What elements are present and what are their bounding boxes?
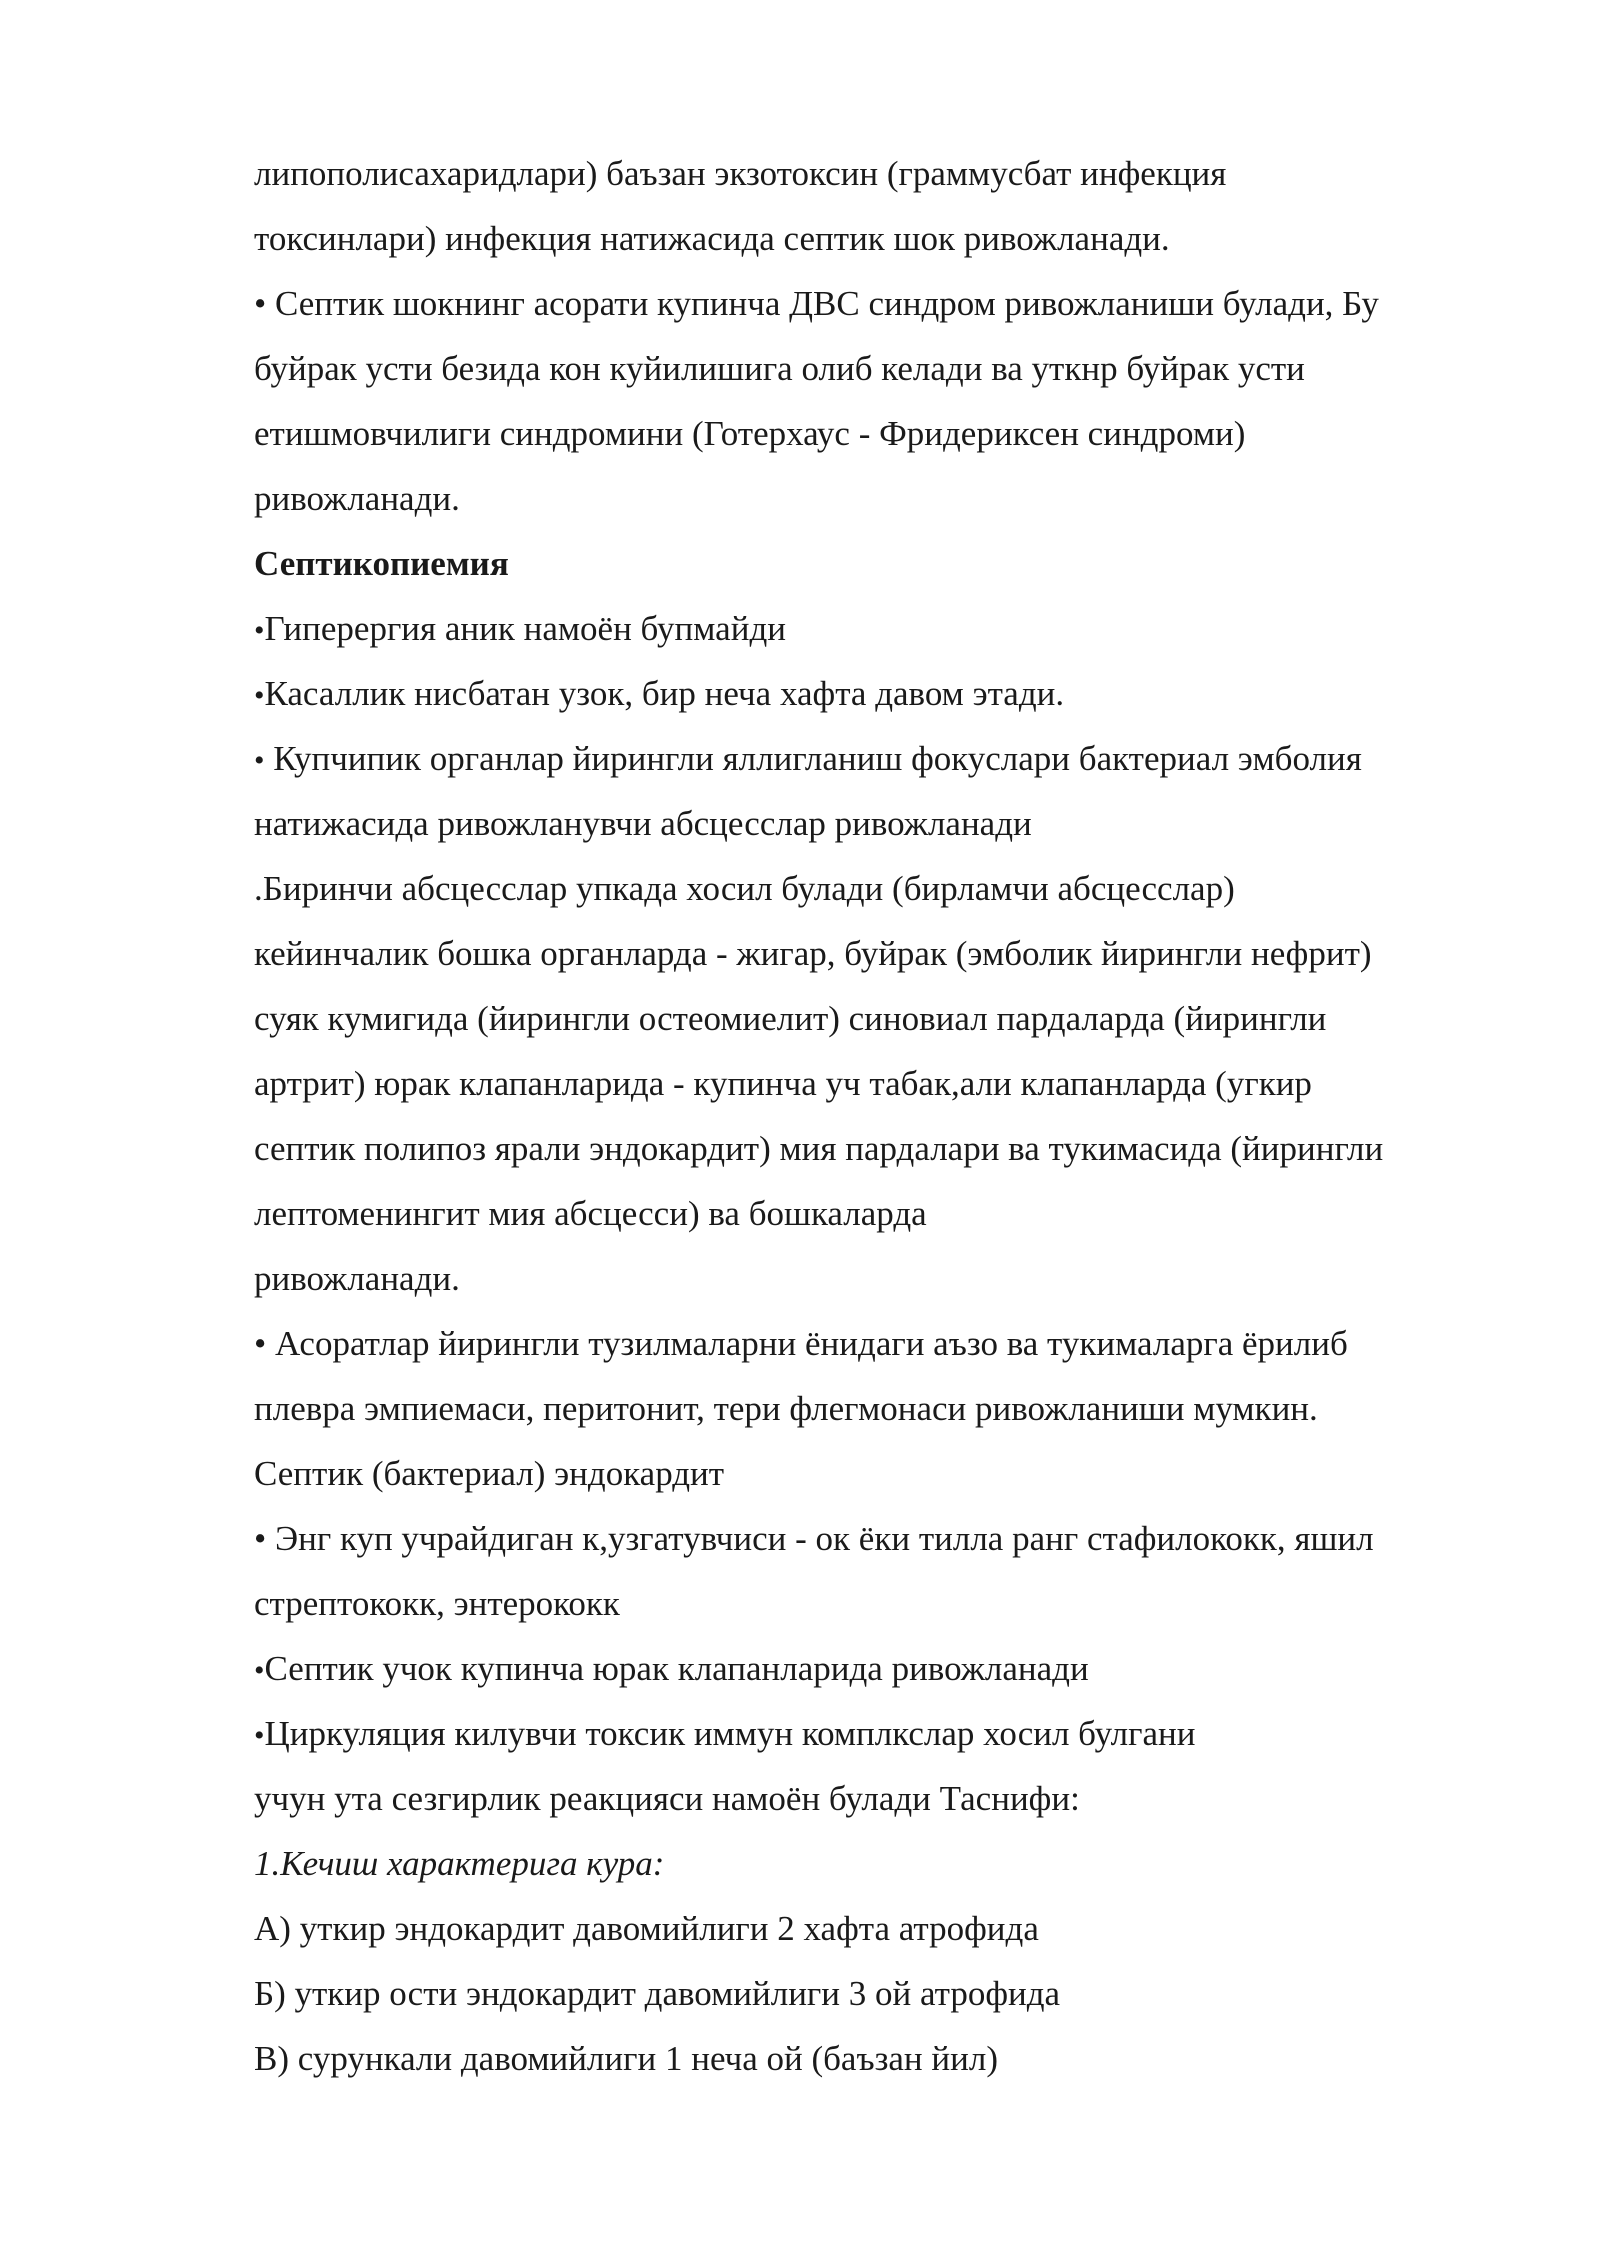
text-line: лептоменингит мия абсцесси) ва бошкаларда <box>254 1194 927 1233</box>
text-line: артрит) юрак клапанларида - купинча уч табак,али клапанларда (угкир <box>254 1064 1312 1103</box>
text-line: ривожланади. <box>254 1259 460 1298</box>
text-line: • Энг куп учрайдиган к,узгатувчиси - ок ёки тилла ранг стафилококк, яшил <box>254 1519 1374 1558</box>
text-line: ривожланади. <box>254 479 460 518</box>
list-item: А) уткир эндокардит давомийлиги 2 хафта атрофида <box>254 1909 1039 1948</box>
text-line: липополисахаридлари) баъзан экзотоксин (граммусбат инфекция <box>254 154 1227 193</box>
text-line: плевра эмпиемаси, перитонит, тери флегмонаси ривожланиши мумкин. <box>254 1389 1318 1428</box>
bullet-icon: • <box>254 679 265 712</box>
classification-heading: 1.Кечиш характерига кура: <box>254 1844 665 1883</box>
text-line: етишмовчилиги синдромини (Готерхаус - Фридериксен синдроми) <box>254 414 1246 453</box>
bullet-text: Циркуляция килувчи токсик иммун комплкслар хосил булгани <box>264 1714 1196 1753</box>
bullet-icon: • <box>254 744 265 777</box>
text-line: натижасида ривожланувчи абсцесслар ривожланади <box>254 804 1032 843</box>
list-item: Б) уткир ости эндокардит давомийлиги 3 ой атрофида <box>254 1974 1061 2013</box>
text-line: буйрак усти безида кон куйилишига олиб келади ва уткнр буйрак усти <box>254 349 1305 388</box>
text-line: токсинлари) инфекция натижасида септик шок ривожланади. <box>254 219 1170 258</box>
bullet-icon: • <box>254 1654 265 1687</box>
section-title: Септик (бактериал) эндокардит <box>254 1454 725 1493</box>
bullet-icon: • <box>254 1719 265 1752</box>
text-line: стрептококк, энтерококк <box>254 1584 620 1623</box>
text-line: септик полипоз ярали эндокардит) мия пардалари ва тукимасида (йирингли <box>254 1129 1384 1168</box>
text-line: • Септик шокнинг асорати купинча ДВС синдром ривожланиши булади, Бу <box>254 284 1379 323</box>
bullet-item <box>254 1647 1089 1693</box>
bullet-item <box>254 1712 1195 1758</box>
section-heading: Септикопиемия <box>254 544 509 583</box>
text-line: .Биринчи абсцесслар упкада хосил булади (бирламчи абсцесслар) <box>254 869 1235 908</box>
text-line: • Асоратлар йирингли тузилмаларни ёнидаги аъзо ва тукималарга ёрилиб <box>254 1324 1348 1363</box>
bullet-text: Касаллик нисбатан узок, бир неча хафта давом этади. <box>264 674 1065 713</box>
bullet-item <box>254 672 1064 718</box>
list-item: В) сурункали давомийлиги 1 неча ой (баъзан йил) <box>254 2039 998 2078</box>
text-line: кейинчалик бошка органларда - жигар, буйрак (эмболик йирингли нефрит) <box>254 934 1372 973</box>
bullet-item <box>254 607 786 653</box>
text-line: учун ута сезгирлик реакцияси намоён булади Таснифи: <box>254 1779 1080 1818</box>
bullet-item <box>254 737 1362 783</box>
bullet-text: Купчипик органлар йирингли яллигланиш фокуслари бактериал эмболия <box>264 739 1362 778</box>
bullet-text: Септик учок купинча юрак клапанларида ривожланади <box>264 1649 1089 1688</box>
text-line: суяк кумигида (йирингли остеомиелит) синовиал пардаларда (йирингли <box>254 999 1327 1038</box>
bullet-text: Гиперергия аник намоён бупмайди <box>264 609 786 648</box>
bullet-icon: • <box>254 614 265 647</box>
